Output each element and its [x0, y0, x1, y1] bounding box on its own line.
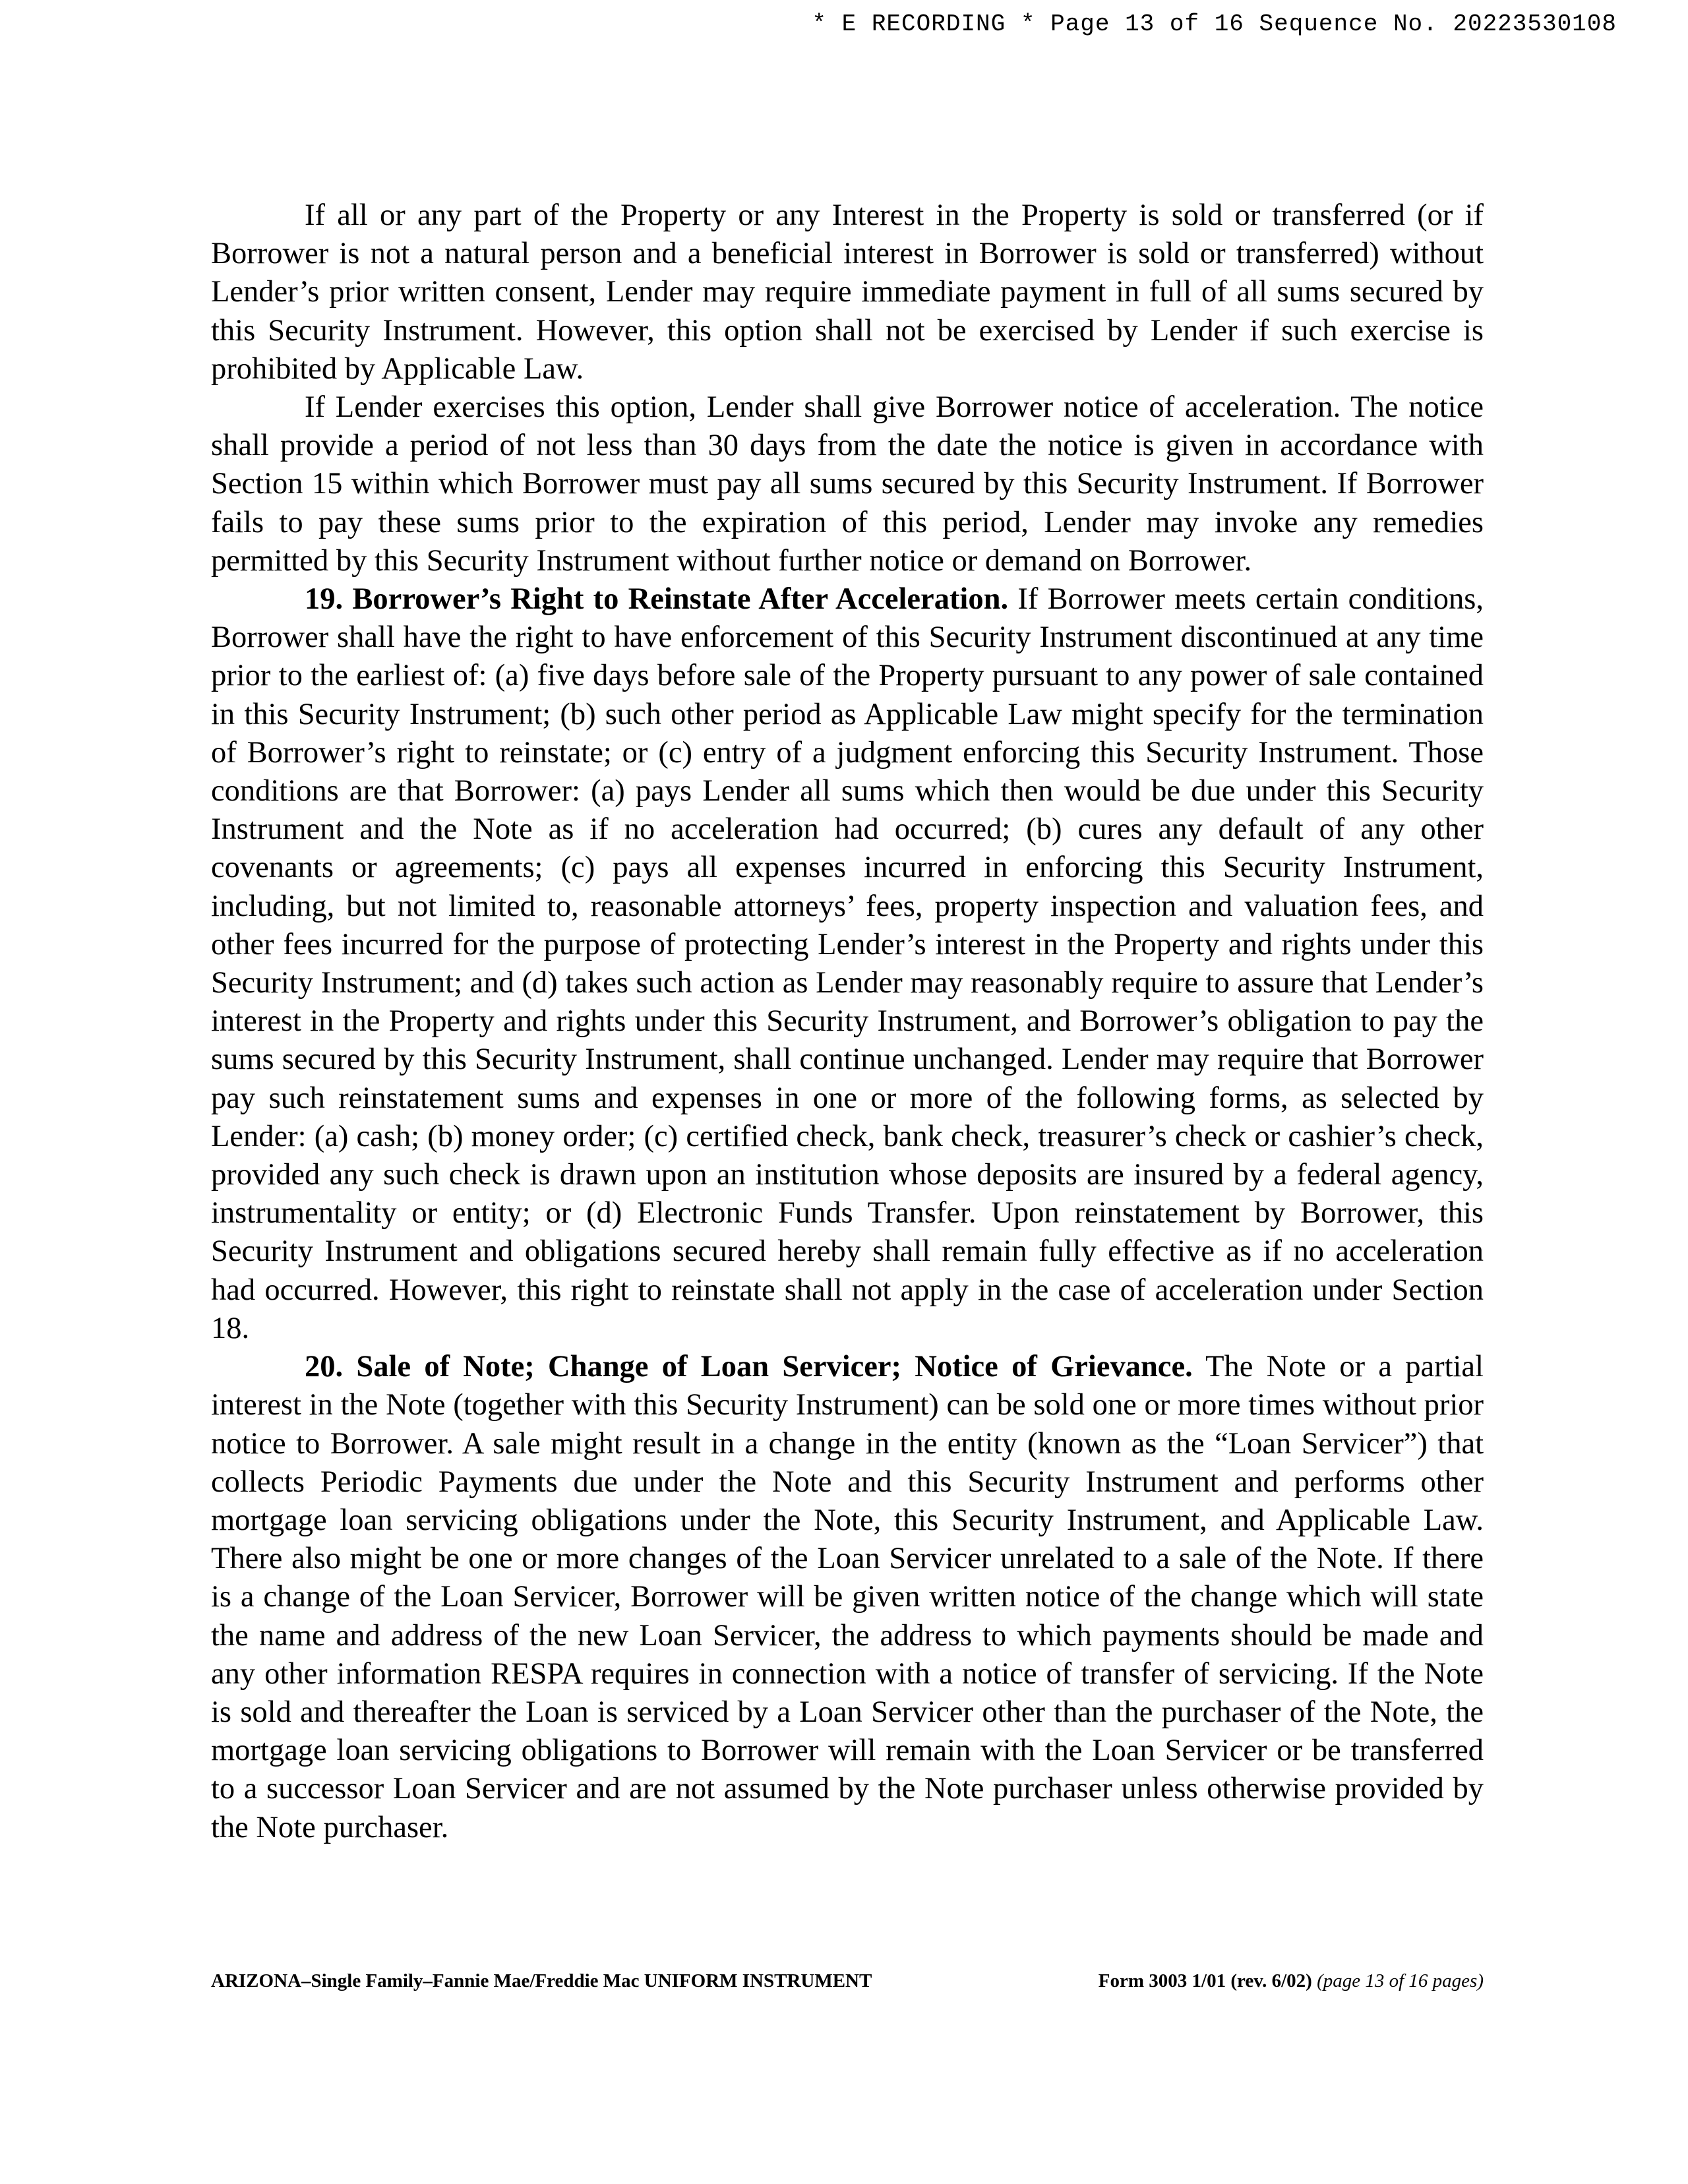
paragraph-text: If Borrower meets certain conditions, Borrower shall have the right to have enforcement of this Security Instrument discontinued at any time prior to the earliest of: (a) five days before sale of the Property pursuant to any power of sale contained in this Security Instrument; (b) such other period as Applicable Law might specify for the termination of Borrower’s right to reinstate; or (c) entry of a judgment enforcing this Security Instrument. Those conditions are that Borrower: (a) pays Lender all sums which then would be due under this Security Instrument and the Note as if no acceleration had occurred; (b) cures any default of any other covenants or agreements; (c) pays all expenses incurred in enforcing this Security Instrument, including, but not limited to, reasonable attorneys’ fees, property inspection and valuation fees, and other fees incurred for the purpose of protecting Lender’s interest in the Property and rights under this Security Instrument; and (d) takes such action as Lender may reasonably require to assure that Lender’s interest in the Property and rights under this Security Instrument, and Borrower’s obligation to pay the sums secured by this Security Instrument, shall continue unchanged. Lender may require that Borrower pay such reinstatement sums and expenses in one or more of the following forms, as selected by Lender: (a) cash; (b) money order; (c) certified check, bank check, treasurer’s check or cashier’s check, provided any such check is drawn upon an institution whose deposits are insured by a federal agency, instrumentality or entity; or (d) Electronic Funds Transfer. Upon reinstatement by Borrower, this Security Instrument and obligations secured hereby shall remain fully effective as if no acceleration had occurred. However, this right to reinstate shall not apply in the case of acceleration under Section 18. [211, 582, 1484, 1345]
paragraph-section-19 [211, 580, 1484, 1348]
footer-form-number: Form 3003 1/01 (rev. 6/02) [1098, 1970, 1312, 1991]
paragraph-text: If Lender exercises this option, Lender shall give Borrower notice of acceleration. The notice shall provide a period of not less than 30 days from the date the notice is given in accordance with Section 15 within which Borrower must pay all sums secured by this Security Instrument. If Borrower fails to pay these sums prior to the expiration of this period, Lender may invoke any remedies permitted by this Security Instrument without further notice or demand on Borrower. [211, 390, 1484, 578]
footer-page-number: (page 13 of 16 pages) [1317, 1970, 1484, 1991]
paragraph-section-20 [211, 1348, 1484, 1847]
paragraph-transfer-of-property [211, 197, 1484, 388]
paragraph-text: The Note or a partial interest in the Note (together with this Security Instrument) can be sold one or more times without prior notice to Borrower. A sale might result in a change in the entity (known as the “Loan Servicer”) that collects Periodic Payments due under the Note and this Security Instrument and performs other mortgage loan servicing obligations under the Note, this Security Instrument, and Applicable Law. There also might be one or more changes of the Loan Servicer unrelated to a sale of the Note. If there is a change of the Loan Servicer, Borrower will be given written notice of the change which will state the name and address of the new Loan Servicer, the address to which payments should be made and any other information RESPA requires in connection with a notice of transfer of servicing. If the Note is sold and thereafter the Loan is serviced by a Loan Servicer other than the purchaser of the Note, the mortgage loan servicing obligations to Borrower will remain with the Loan Servicer or be transferred to a successor Loan Servicer and are not assumed by the Note purchaser unless otherwise provided by the Note purchaser. [211, 1350, 1484, 1844]
document-body [211, 197, 1484, 1847]
recording-header: * E RECORDING * Page 13 of 16 Sequence No. 20223530108 [812, 11, 1617, 38]
paragraph-acceleration-notice [211, 388, 1484, 580]
footer-instrument: ARIZONA–Single Family–Fannie Mae/Freddie Mac UNIFORM INSTRUMENT [211, 1970, 872, 1991]
footer-form-info [1099, 1970, 1484, 1992]
paragraph-text: If all or any part of the Property or any Interest in the Property is sold or transferred (or if Borrower is not a natural person and a beneficial interest in Borrower is sold or transferred) without Lender’s prior written consent, Lender may require immediate payment in full of all sums secured by this Security Instrument. However, this option shall not be exercised by Lender if such exercise is prohibited by Applicable Law. [211, 198, 1484, 386]
section-20-heading: 20. Sale of Note; Change of Loan Servicer; Notice of Grievance. [305, 1350, 1193, 1384]
section-19-heading: 19. Borrower’s Right to Reinstate After Acceleration. [305, 582, 1009, 617]
